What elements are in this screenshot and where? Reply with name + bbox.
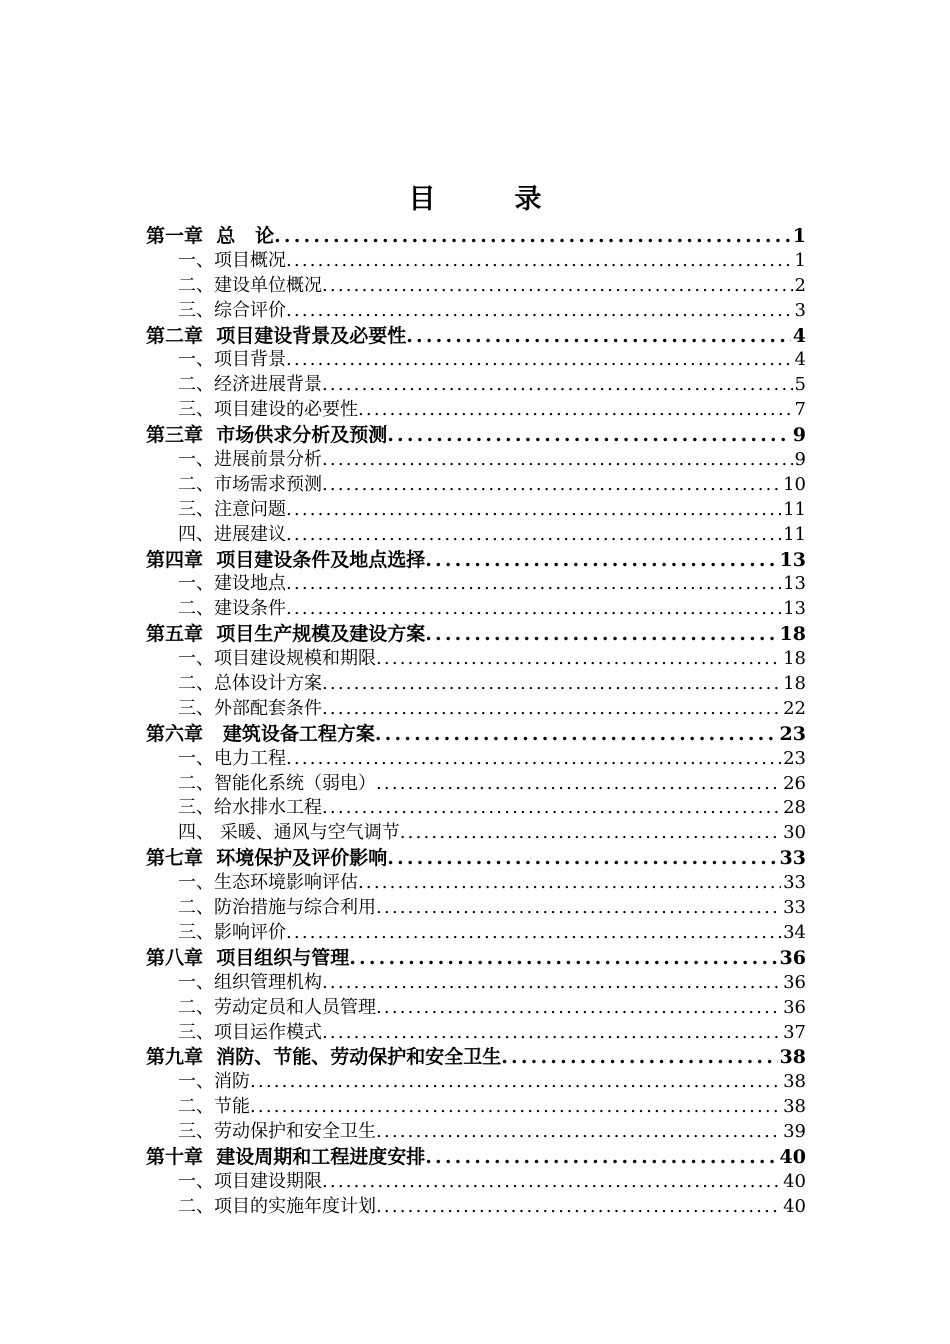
toc-entry-title: 二、市场需求预测 [178, 473, 322, 495]
toc-entry-title: 第二章 项目建设背景及必要性 [146, 324, 407, 347]
toc-entry-title: 三、综合评价 [178, 299, 286, 321]
toc-page-number: 30 [783, 822, 806, 844]
toc-page-number: 40 [783, 1170, 806, 1192]
toc-dot-leader [286, 747, 781, 772]
toc-page-number: 18 [783, 673, 806, 695]
toc-page-number: 18 [779, 623, 806, 646]
toc-dot-leader [358, 398, 793, 423]
toc-page-number: 1 [794, 249, 806, 271]
toc-entry-title: 二、建设条件 [178, 598, 286, 620]
toc-dot-leader [286, 921, 781, 946]
toc-section-entry[interactable] [146, 896, 806, 921]
toc-page-number: 11 [783, 523, 806, 545]
toc-entry-title: 一、项目建设规模和期限 [178, 648, 376, 670]
toc-dot-leader [286, 299, 793, 324]
toc-dot-leader [322, 697, 781, 722]
toc-entry-title: 一、消防 [178, 1071, 250, 1093]
toc-dot-leader [349, 946, 777, 971]
toc-section-entry[interactable] [146, 821, 806, 846]
toc-entry-title: 三、注意问题 [178, 498, 286, 520]
toc-section-entry[interactable] [146, 647, 806, 672]
toc-section-entry[interactable] [146, 597, 806, 622]
toc-chapter-entry[interactable] [146, 548, 806, 573]
toc-chapter-entry[interactable] [146, 423, 806, 448]
toc-section-entry[interactable] [146, 249, 806, 274]
toc-section-entry[interactable] [146, 1021, 806, 1046]
toc-entry-title: 第六章 建筑设备工程方案 [146, 722, 375, 745]
toc-page-number: 7 [794, 399, 806, 421]
toc-section-entry[interactable] [146, 672, 806, 697]
toc-section-entry[interactable] [146, 921, 806, 946]
toc-section-entry[interactable] [146, 523, 806, 548]
toc-page-number: 5 [794, 374, 806, 396]
toc-section-entry[interactable] [146, 299, 806, 324]
toc-dot-leader [322, 473, 781, 498]
toc-entry-title: 四、 采暖、通风与空气调节 [178, 822, 400, 844]
table-of-contents [146, 224, 806, 1220]
toc-section-entry[interactable] [146, 1195, 806, 1220]
toc-page-number: 38 [783, 1071, 806, 1093]
toc-dot-leader [286, 249, 793, 274]
toc-page-number: 13 [783, 598, 806, 620]
toc-dot-leader [322, 373, 793, 398]
toc-page-number: 2 [794, 274, 806, 296]
toc-chapter-entry[interactable] [146, 1145, 806, 1170]
toc-dot-leader [400, 821, 781, 846]
toc-entry-title: 二、总体设计方案 [178, 673, 322, 695]
toc-dot-leader [322, 971, 781, 996]
toc-page-number: 10 [783, 473, 806, 495]
toc-dot-leader [376, 772, 781, 797]
toc-chapter-entry[interactable] [146, 846, 806, 871]
toc-page-number: 9 [794, 449, 806, 471]
toc-dot-leader [376, 1120, 781, 1145]
toc-dot-leader [406, 324, 791, 349]
toc-entry-title: 三、项目运作模式 [178, 1021, 322, 1043]
toc-entry-title: 二、项目的实施年度计划 [178, 1195, 376, 1217]
toc-entry-title: 三、影响评价 [178, 921, 286, 943]
toc-entry-title: 一、建设地点 [178, 573, 286, 595]
toc-entry-title: 二、劳动定员和人员管理 [178, 996, 376, 1018]
toc-page-number: 23 [783, 747, 806, 769]
toc-entry-title: 三、项目建设的必要性 [178, 399, 358, 421]
toc-entry-title: 二、防治措施与综合利用 [178, 897, 376, 919]
toc-dot-leader [358, 871, 781, 896]
toc-dot-leader [376, 896, 781, 921]
toc-section-entry[interactable] [146, 572, 806, 597]
toc-page-number: 4 [794, 349, 806, 371]
toc-page-number: 28 [783, 797, 806, 819]
toc-section-entry[interactable] [146, 747, 806, 772]
toc-dot-leader [322, 448, 793, 473]
toc-dot-leader [376, 1195, 781, 1220]
toc-page-number: 23 [779, 722, 806, 745]
toc-page-number: 26 [783, 772, 806, 794]
toc-section-entry[interactable] [146, 796, 806, 821]
toc-section-entry[interactable] [146, 498, 806, 523]
toc-page-number: 36 [783, 971, 806, 993]
toc-page-number: 39 [783, 1121, 806, 1143]
toc-page-number: 3 [794, 299, 806, 321]
toc-page-number: 40 [783, 1195, 806, 1217]
toc-chapter-entry[interactable] [146, 1045, 806, 1070]
toc-dot-leader [286, 597, 781, 622]
toc-section-entry[interactable] [146, 473, 806, 498]
toc-entry-title: 三、劳动保护和安全卫生 [178, 1121, 376, 1143]
toc-entry-title: 三、给水排水工程 [178, 797, 322, 819]
toc-section-entry[interactable] [146, 448, 806, 473]
toc-entry-title: 一、项目背景 [178, 349, 286, 371]
toc-page-number: 22 [783, 697, 806, 719]
toc-entry-title: 第九章 消防、节能、劳动保护和安全卫生 [146, 1046, 502, 1069]
toc-page-number: 13 [779, 548, 806, 571]
toc-entry-title: 一、生态环境影响评估 [178, 872, 358, 894]
toc-entry-title: 第十章 建设周期和工程进度安排 [146, 1145, 426, 1168]
toc-chapter-entry[interactable] [146, 224, 806, 249]
toc-dot-leader [387, 423, 791, 448]
toc-page-number: 38 [783, 1096, 806, 1118]
toc-page-number: 9 [792, 424, 806, 447]
toc-dot-leader [286, 523, 781, 548]
toc-dot-leader [376, 996, 781, 1021]
toc-section-entry[interactable] [146, 1070, 806, 1095]
toc-chapter-entry[interactable] [146, 722, 806, 747]
toc-dot-leader [322, 274, 793, 299]
toc-page-number: 36 [779, 946, 806, 969]
toc-dot-leader [425, 622, 777, 647]
toc-dot-leader [274, 224, 791, 249]
toc-page-number: 36 [783, 996, 806, 1018]
toc-dot-leader [286, 498, 781, 523]
toc-page-number: 33 [783, 897, 806, 919]
toc-entry-title: 三、外部配套条件 [178, 697, 322, 719]
toc-entry-title: 第五章 项目生产规模及建设方案 [146, 623, 426, 646]
toc-entry-title: 第七章 环境保护及评价影响 [146, 847, 388, 870]
toc-page-number: 38 [779, 1046, 806, 1069]
toc-page-number: 4 [792, 324, 806, 347]
toc-entry-title: 第一章 总 论 [146, 225, 275, 247]
toc-page-number: 34 [783, 921, 806, 943]
toc-page-number: 37 [783, 1021, 806, 1043]
toc-section-entry[interactable] [146, 1170, 806, 1195]
toc-section-entry[interactable] [146, 1095, 806, 1120]
toc-dot-leader [425, 548, 777, 573]
page-title: 目 录 [408, 184, 568, 215]
toc-entry-title: 第四章 项目建设条件及地点选择 [146, 548, 426, 571]
toc-entry-title: 二、智能化系统（弱电） [178, 772, 376, 794]
toc-page-number: 11 [783, 498, 806, 520]
toc-section-entry[interactable] [146, 871, 806, 896]
toc-section-entry[interactable] [146, 274, 806, 299]
toc-entry-title: 一、进展前景分析 [178, 449, 322, 471]
toc-dot-leader [322, 1170, 781, 1195]
toc-chapter-entry[interactable] [146, 324, 806, 349]
toc-dot-leader [322, 796, 781, 821]
toc-dot-leader [250, 1070, 781, 1095]
toc-entry-title: 第三章 市场供求分析及预测 [146, 424, 388, 447]
toc-section-entry[interactable] [146, 971, 806, 996]
toc-section-entry[interactable] [146, 1120, 806, 1145]
toc-page-number: 40 [779, 1145, 806, 1168]
toc-page-number: 33 [779, 847, 806, 870]
toc-entry-title: 一、电力工程 [178, 747, 286, 769]
toc-chapter-entry[interactable] [146, 622, 806, 647]
toc-dot-leader [286, 572, 781, 597]
toc-section-entry[interactable] [146, 697, 806, 722]
toc-dot-leader [501, 1045, 777, 1070]
toc-entry-title: 二、节能 [178, 1096, 250, 1118]
toc-dot-leader [322, 672, 781, 697]
toc-entry-title: 一、项目概况 [178, 249, 286, 271]
toc-dot-leader [286, 348, 793, 373]
toc-dot-leader [387, 846, 777, 871]
toc-section-entry[interactable] [146, 996, 806, 1021]
toc-section-entry[interactable] [146, 772, 806, 797]
toc-section-entry[interactable] [146, 373, 806, 398]
toc-chapter-entry[interactable] [146, 946, 806, 971]
toc-dot-leader [375, 722, 778, 747]
toc-dot-leader [376, 647, 781, 672]
toc-dot-leader [322, 1021, 781, 1046]
toc-entry-title: 第八章 项目组织与管理 [146, 946, 350, 969]
toc-section-entry[interactable] [146, 348, 806, 373]
toc-entry-title: 一、组织管理机构 [178, 971, 322, 993]
toc-dot-leader [250, 1095, 781, 1120]
toc-page-number: 33 [783, 872, 806, 894]
toc-dot-leader [425, 1145, 777, 1170]
toc-entry-title: 二、经济进展背景 [178, 374, 322, 396]
toc-page-number: 18 [783, 648, 806, 670]
toc-entry-title: 四、进展建议 [178, 523, 286, 545]
toc-page-number: 1 [792, 225, 806, 247]
toc-entry-title: 二、建设单位概况 [178, 274, 322, 296]
toc-page-number: 13 [783, 573, 806, 595]
toc-section-entry[interactable] [146, 398, 806, 423]
toc-entry-title: 一、项目建设期限 [178, 1170, 322, 1192]
